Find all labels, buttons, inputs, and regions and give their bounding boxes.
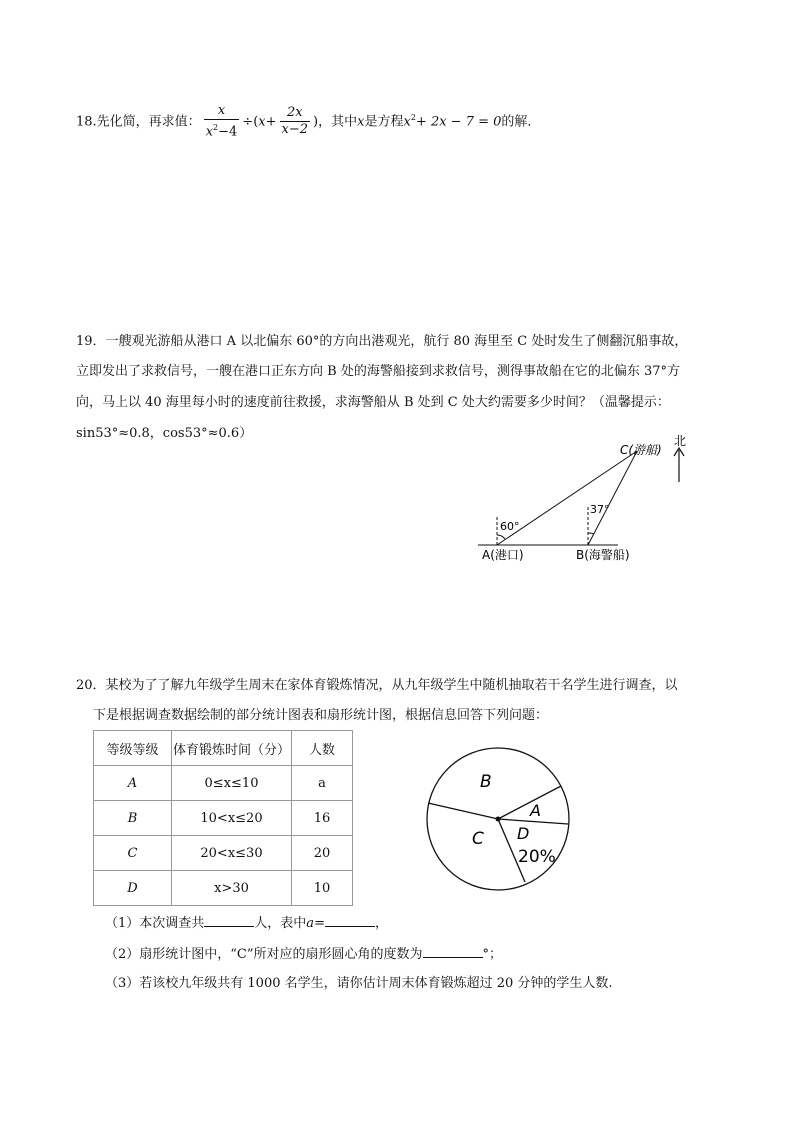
count-cell: 20 xyxy=(292,836,353,871)
pie-label-a: A xyxy=(530,801,541,820)
sub1-text-b: 人，表中 xyxy=(254,916,307,931)
q19-line-1: 19．一艘观光游船从港口 A 以北偏东 60°的方向出港观光，航行 80 海里至 C 处时发生了侧翻沉船事故， xyxy=(76,334,688,349)
rescue-diagram xyxy=(470,430,700,570)
equation-exp: 2 xyxy=(410,113,416,122)
plus-sign: + xyxy=(265,114,277,130)
paren-open: ( xyxy=(253,114,259,130)
pie-chart xyxy=(420,740,580,900)
q18-prefix: 18.先化简，再求值： xyxy=(76,114,201,130)
q20-line-1: 20．某校为了了解九年级学生周末在家体育锻炼情况，从九年级学生中随机抽取若干名学生进行调查，以 xyxy=(76,678,678,693)
table-row xyxy=(94,836,353,871)
fraction-1-den-rest: −4 xyxy=(218,124,238,140)
q18-var: x xyxy=(357,114,365,130)
label-c: C(游船) xyxy=(620,443,662,457)
answer-blank-angle[interactable] xyxy=(423,943,483,958)
fraction-1 xyxy=(204,103,240,140)
fraction-2-denominator: x−2 xyxy=(281,122,309,138)
pie-label-c: C xyxy=(472,829,484,849)
grade-cell: D xyxy=(94,871,172,906)
grade-cell: A xyxy=(94,766,172,801)
fraction-2 xyxy=(280,105,311,138)
fraction-1-den-exp: 2 xyxy=(213,123,219,133)
table-row xyxy=(94,801,353,836)
answer-blank-a[interactable] xyxy=(325,912,375,927)
table-header: 等级等级 xyxy=(94,731,172,766)
divide-sign: ÷ xyxy=(242,114,254,130)
time-cell: 10<x≤20 xyxy=(172,801,292,836)
q18-line xyxy=(76,100,540,140)
time-cell: x>30 xyxy=(172,871,292,906)
q18-suffix: 的解． xyxy=(501,114,541,130)
time-cell: 20<x≤30 xyxy=(172,836,292,871)
q18-mid: ，其中 xyxy=(318,114,358,130)
grade-cell: B xyxy=(94,801,172,836)
pie-divider xyxy=(428,803,498,819)
q19-line-2: 立即发出了求救信号，一艘在港口正东方向 B 处的海警船接到求救信号，测得事故船在它的北偏东 37°方 xyxy=(76,364,680,379)
equation-rest: + 2x − 7 = 0 xyxy=(415,114,502,130)
label-b: B(海警船) xyxy=(576,548,630,562)
sub1-text-d: ， xyxy=(374,916,388,931)
sub1-var-a: a xyxy=(306,916,315,931)
angle-arc-b xyxy=(588,533,594,534)
equation-var: x xyxy=(403,114,411,130)
q18-mid2: 是方程 xyxy=(364,114,404,130)
fraction-1-numerator: x xyxy=(204,103,240,120)
sub1-text-a: （1）本次调查共 xyxy=(105,916,205,931)
answer-blank-total[interactable] xyxy=(204,912,254,927)
q20-line-2: 下是根据调查数据绘制的部分统计图表和扇形统计图，根据信息回答下列问题： xyxy=(93,708,549,723)
q19-line-3: 向，马上以 40 海里每小时的速度前往救援，求海警船从 B 处到 C 处大约需要多少时间？（温馨提示： xyxy=(76,395,670,410)
count-cell: 16 xyxy=(292,801,353,836)
pie-center xyxy=(496,817,501,822)
count-cell: 10 xyxy=(292,871,353,906)
line-bc xyxy=(588,451,637,545)
pie-label-d: D xyxy=(517,824,530,843)
sub2-text-b: °； xyxy=(482,947,503,962)
exercise-table xyxy=(93,730,353,906)
angle-arc-a xyxy=(497,535,505,539)
label-60: 60° xyxy=(500,520,520,533)
table-row xyxy=(94,766,353,801)
sub1-text-c: = xyxy=(314,916,325,931)
fraction-1-den-var: x xyxy=(205,124,214,140)
pie-label-b: B xyxy=(480,772,492,792)
count-cell: a xyxy=(292,766,353,801)
q19-line-4: sin53°≈0.8，cos53°≈0.6） xyxy=(76,426,253,441)
table-header-row xyxy=(94,731,353,766)
paren-close: ) xyxy=(313,114,319,130)
label-a: A(港口) xyxy=(482,548,524,562)
label-37: 37° xyxy=(590,503,610,516)
table-row xyxy=(94,871,353,906)
sub2-text-a: （2）扇形统计图中，“C”所对应的扇形圆心角的度数为 xyxy=(105,947,423,962)
q20-sub-3: （3）若该校九年级共有 1000 名学生，请你估计周末体育锻炼超过 20 分钟的学生人数. xyxy=(105,976,613,991)
table-header: 体育锻炼时间（分） xyxy=(172,731,292,766)
q20-sub-1 xyxy=(105,912,388,934)
fraction-2-numerator: 2x xyxy=(280,105,311,122)
table-header: 人数 xyxy=(292,731,353,766)
label-north: 北 xyxy=(674,434,687,448)
time-cell: 0≤x≤10 xyxy=(172,766,292,801)
q20-sub-2 xyxy=(105,943,502,965)
pie-label-percent: 20% xyxy=(518,847,556,867)
var-x: x xyxy=(258,114,266,130)
grade-cell: C xyxy=(94,836,172,871)
